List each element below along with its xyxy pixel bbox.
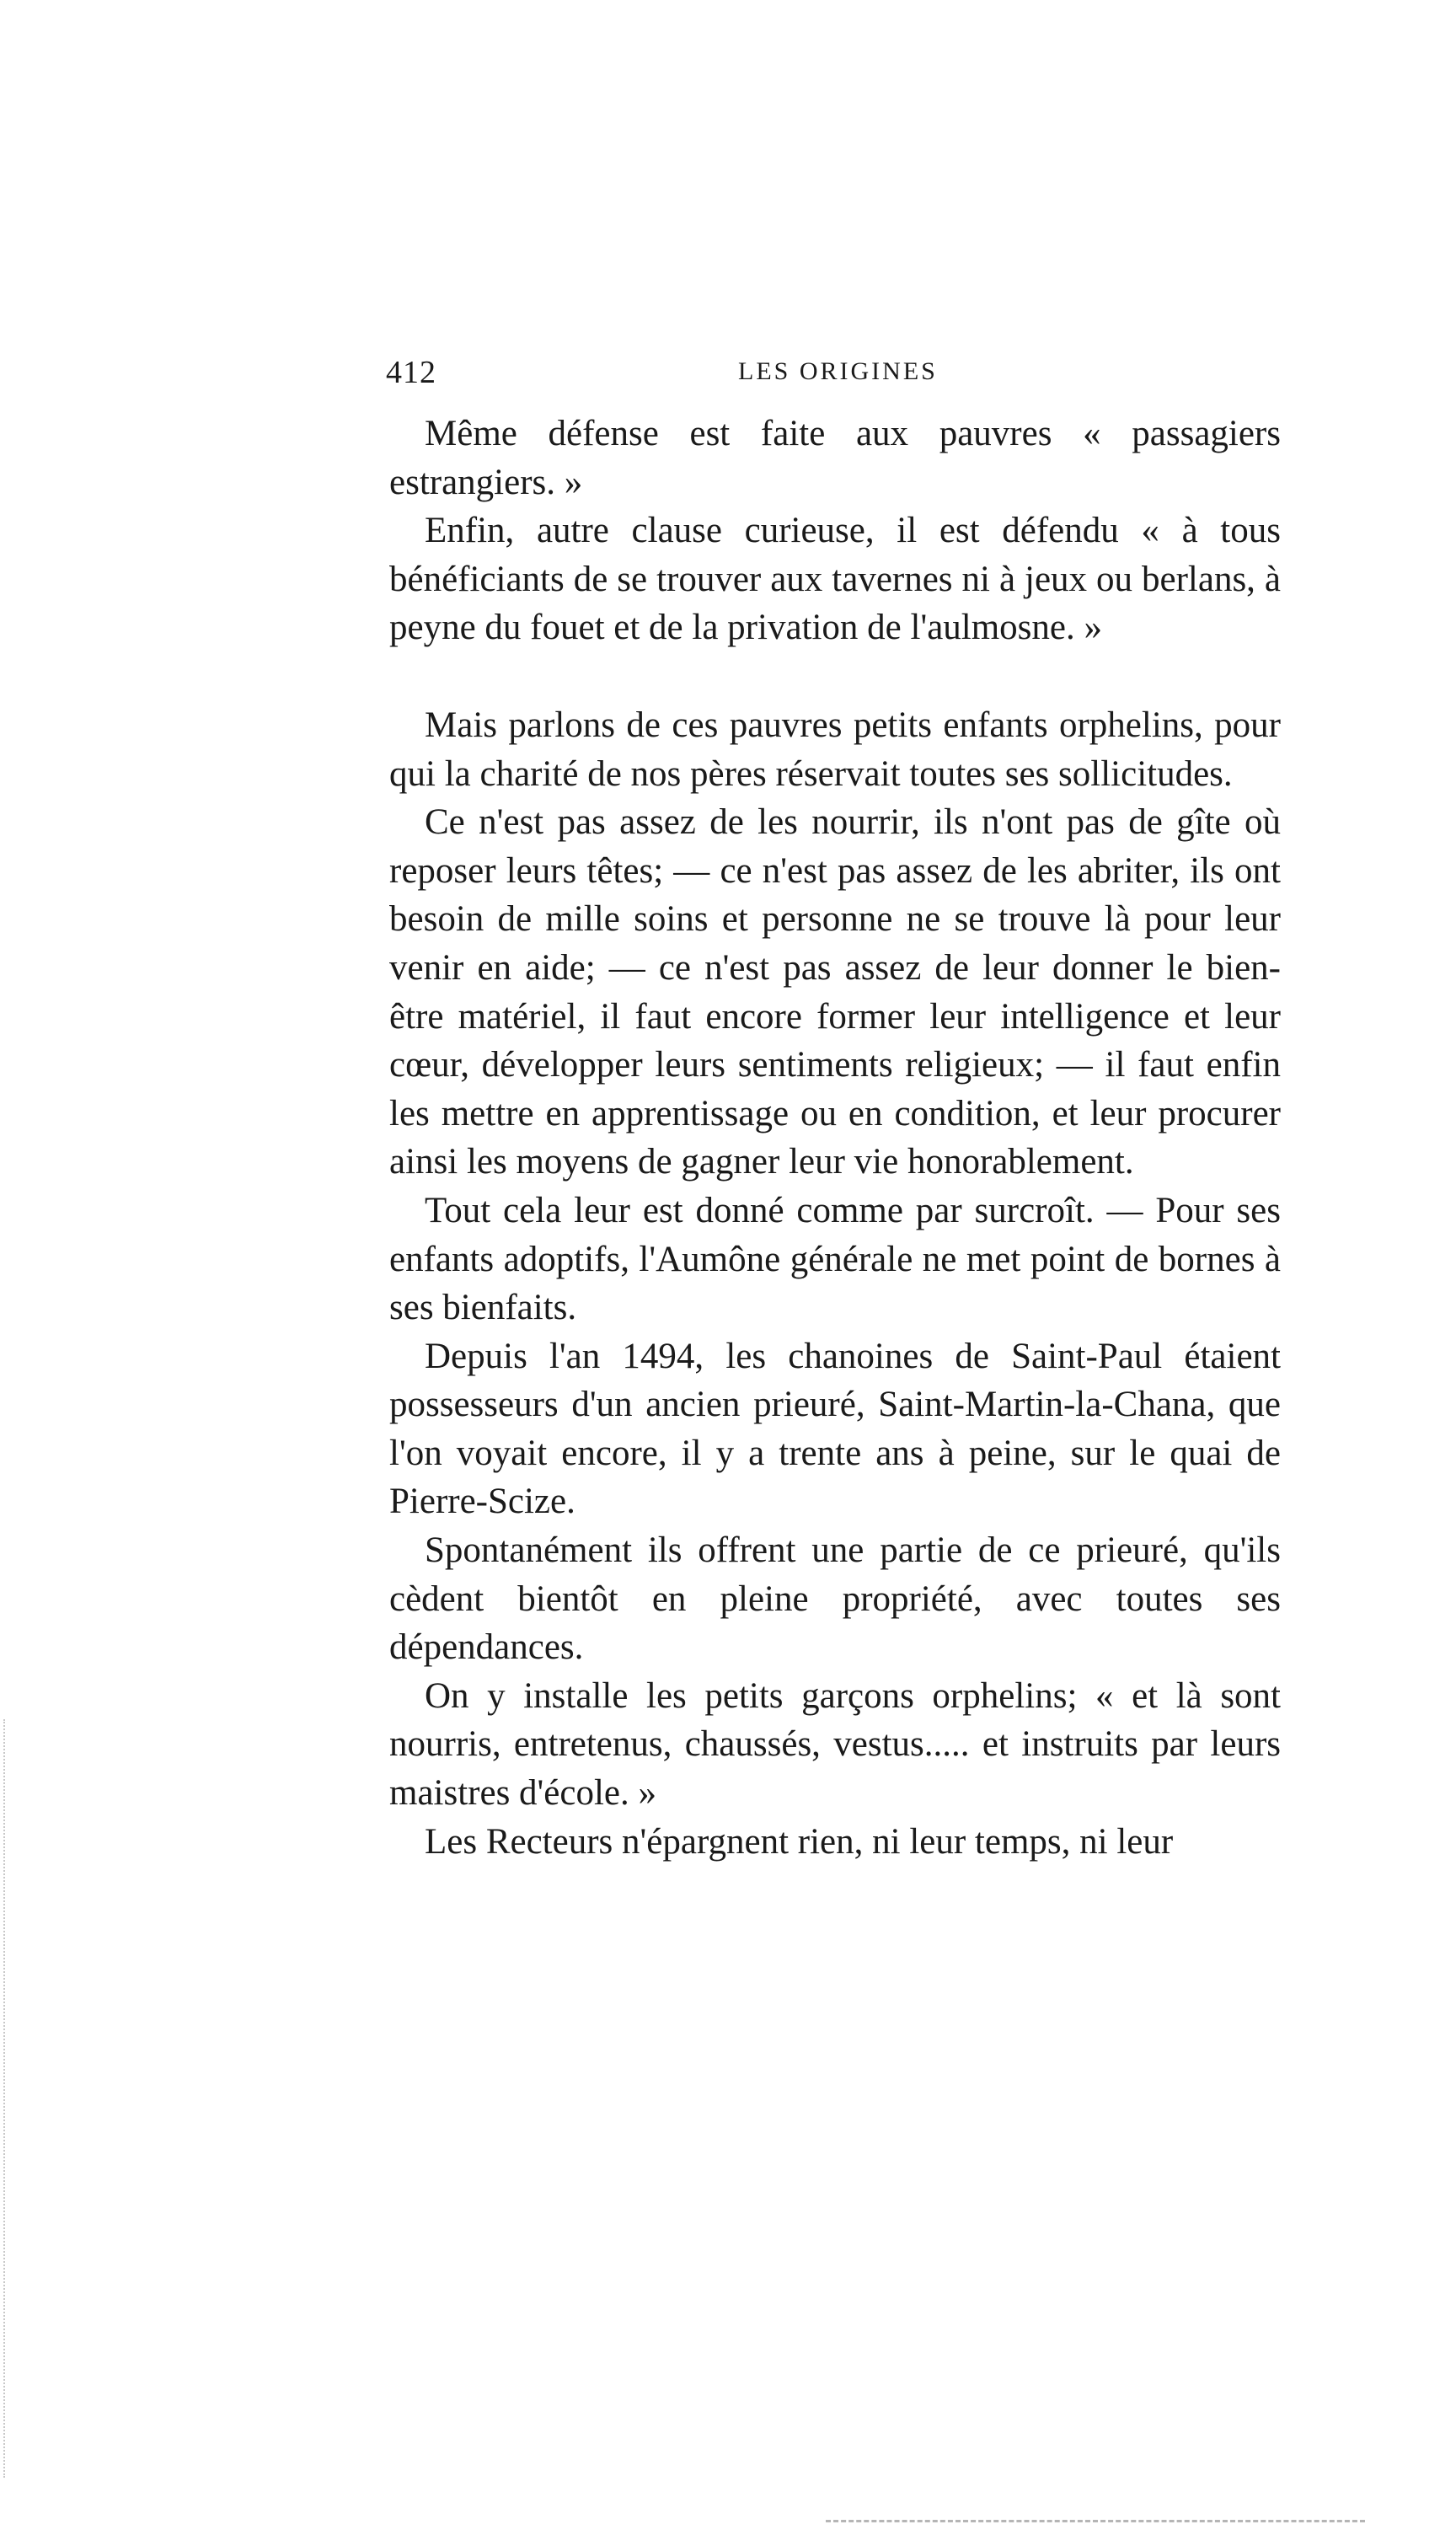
scan-margin-marks (3, 1719, 10, 2478)
paragraph-surcroit: Tout cela leur est donné comme par surcroît. — Pour ses enfants adoptifs, l'Aumône générale ne met point de bornes à ses bienfaits. (389, 1190, 1281, 1328)
paragraph-defense: Même défense est faite aux pauvres « passagiers estrangiers. » (389, 414, 1281, 502)
paragraph-besoins: Ce n'est pas assez de les nourrir, ils n'ont pas de gîte où reposer leurs têtes; — ce n'est pas assez de les abriter, ils ont besoin de mille soins et personne ne se trouve là pour leur venir en aide; — ce n'est pas assez de leur donner le bien-être matériel, il faut encore former leur intelligence et leur cœur, développer leurs sentiments religieux; — il faut enfin les mettre en apprentissage ou en condition, et leur procurer ainsi les moyens de gagner leur vie honorablement. (389, 802, 1281, 1182)
scan-footer-rule (826, 2520, 1365, 2522)
running-head (386, 354, 1279, 393)
paragraph-spontanement: Spontanément ils offrent une partie de ce prieuré, qu'ils cèdent bientôt en pleine propriété, avec toutes ses dépendances. (389, 1530, 1281, 1668)
page-number: 412 (386, 355, 436, 390)
running-title: LES ORIGINES (738, 357, 938, 385)
paragraph-prieure: Depuis l'an 1494, les chanoines de Saint-Paul étaient possesseurs d'un ancien prieuré, Saint-Martin-la-Chana, que l'on voyait encore, il y a trente ans à peine, sur le quai de Pierre-Scize. (389, 1336, 1281, 1522)
body-text (389, 410, 1281, 1866)
paragraph-recteurs: Les Recteurs n'épargnent rien, ni leur temps, ni leur (425, 1821, 1174, 1862)
paragraph-installation: On y installe les petits garçons orphelins; « et là sont nourris, entretenus, chaussés, vestus..... et instruits par leurs maistres d'école. » (389, 1675, 1281, 1814)
paragraph-clause: Enfin, autre clause curieuse, il est défendu « à tous bénéficiants de se trouver aux tavernes ni à jeux ou berlans, à peyne du fouet et de la privation de l'aulmosne. » (389, 511, 1281, 648)
paragraph-orphelins: Mais parlons de ces pauvres petits enfants orphelins, pour qui la charité de nos pères réservait toutes ses sollicitudes. (389, 705, 1281, 794)
